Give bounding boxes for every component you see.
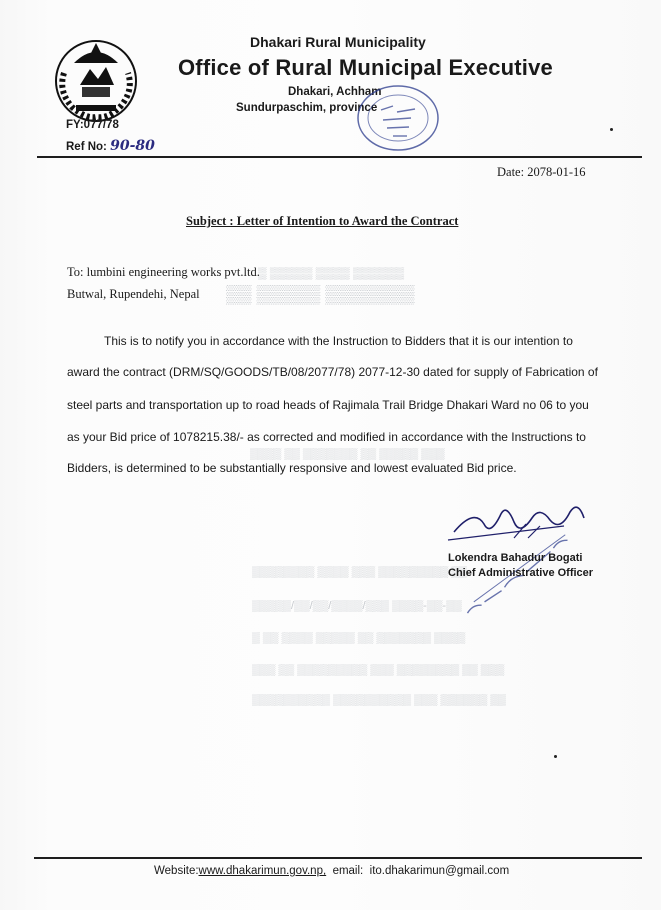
- bleed-through-text: ▒ ▒▒▒▒▒ ▒▒▒▒ ▒▒▒▒▒▒: [258, 266, 405, 280]
- footer-contact: [154, 865, 509, 877]
- website-link[interactable]: www.dhakarimun.gov.np,: [198, 865, 327, 877]
- signer-name: Lokendra Bahadur Bogati: [448, 552, 583, 564]
- address-line-2: Sundurpaschim, province: [236, 102, 378, 114]
- ref-label: Ref No:: [66, 141, 107, 153]
- bleed-through-text: ▒▒▒▒▒▒▒▒ ▒▒▒▒ ▒▒▒ ▒▒▒▒▒▒▒▒▒ ▒▒: [252, 566, 467, 578]
- body-line: Bidders, is determined to be substantially responsive and lowest evaluated Bid price.: [67, 461, 517, 475]
- nepal-emblem-logo: [50, 33, 142, 125]
- speck: [610, 128, 613, 131]
- bleed-through-text: ▒▒▒▒▒/▒▒/▒▒/▒▒▒▒/▒▒▒ ▒▒▒▒-▒▒-▒▒: [252, 600, 462, 612]
- body-line: steel parts and transportation up to road heads of Rajimala Trail Bridge Dhakari Ward no 06 to you: [67, 398, 589, 412]
- bleed-through-text: ▒▒ ▒▒▒▒▒ ▒▒▒▒▒▒▒: [226, 284, 415, 304]
- email-label: email:: [332, 865, 364, 877]
- body-line: This is to notify you in accordance with the Instruction to Bidders that it is our intention to: [104, 334, 573, 348]
- letter-date: Date: 2078-01-16: [497, 165, 586, 179]
- reference-number: [66, 138, 155, 154]
- bleed-through-text: ▒▒▒ ▒▒ ▒▒▒▒▒▒▒▒▒ ▒▒▒ ▒▒▒▒▒▒▒▒ ▒▒ ▒▒▒: [252, 664, 505, 676]
- body-line: award the contract (DRM/SQ/GOODS/TB/08/2077/78) 2077-12-30 dated for supply of Fabrication of: [67, 365, 598, 379]
- address-line-1: Dhakari, Achham: [288, 86, 382, 98]
- footer-divider: [34, 857, 642, 859]
- recipient-address: Butwal, Rupendehi, Nepal: [67, 287, 200, 301]
- bleed-through-text: ▒ ▒▒ ▒▒▒▒ ▒▒▒▒▒ ▒▒ ▒▒▒▒▒▒▒ ▒▒▒▒: [252, 632, 466, 644]
- bleed-through-text: ▒▒▒▒ ▒▒ ▒▒▒▒▒▒▒ ▒▒ ▒▒▒▒▒ ▒▒▒: [250, 448, 445, 460]
- ref-value: 90-80: [110, 138, 155, 154]
- bleed-through-text: ▒▒▒▒▒▒▒▒▒▒ ▒▒▒▒▒▒▒▒▒▒ ▒▒▒ ▒▒▒▒▒▒ ▒▒: [252, 694, 506, 706]
- speck: [554, 755, 557, 758]
- header-divider: [37, 156, 642, 158]
- letter-subject: Subject : Letter of Intention to Award the Contract: [186, 214, 459, 228]
- recipient-name: To: lumbini engineering works pvt.ltd.: [67, 265, 260, 279]
- website-label: Website:: [154, 865, 199, 877]
- email-link[interactable]: ito.dhakarimun@gmail.com: [369, 865, 510, 877]
- office-seal-stamp: [353, 82, 443, 154]
- body-line: as your Bid price of 1078215.38/- as corrected and modified in accordance with the Instructions to: [67, 430, 586, 444]
- office-title: Office of Rural Municipal Executive: [178, 55, 553, 80]
- signer-title: Chief Administrative Officer: [448, 567, 594, 579]
- org-name: Dhakari Rural Municipality: [250, 34, 426, 50]
- fiscal-year: FY:077/78: [66, 119, 119, 131]
